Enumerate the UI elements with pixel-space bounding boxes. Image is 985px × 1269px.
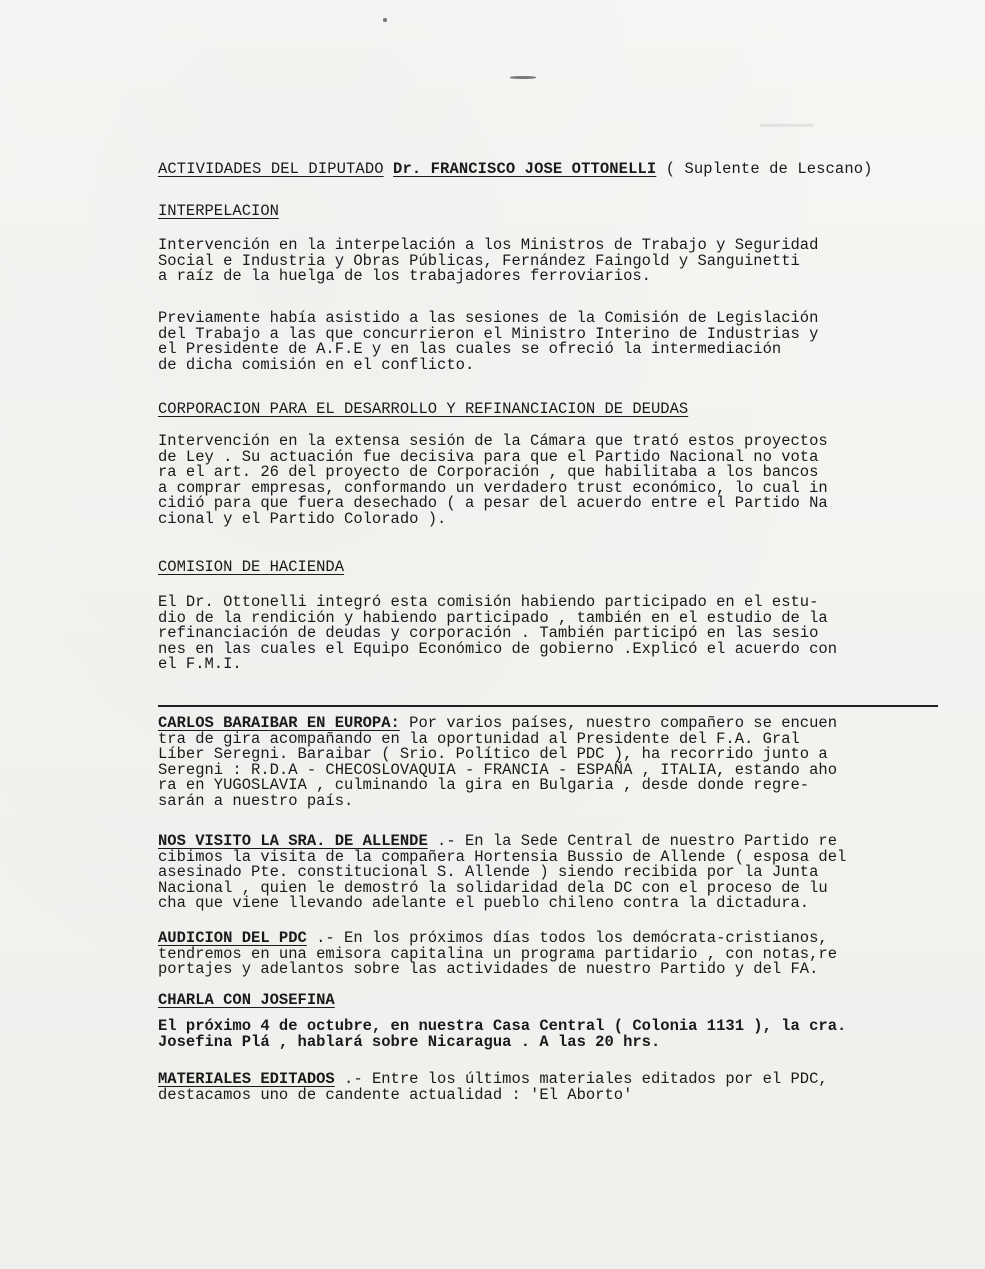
text-line: tendremos en una emisora capitalina un programa partidario , con notas,re [158, 944, 838, 963]
text-fragment: .- En la Sede Central de nuestro Partido re [427, 832, 838, 850]
text-line: cibimos la visita de la compañera Hortensia Bussio de Allende ( esposa del [158, 847, 847, 866]
text-line: Intervención en la extensa sesión de la Cámara que trató estos proyectos [158, 432, 828, 450]
heading-interpelacion: INTERPELACION [158, 202, 279, 220]
text-line: El Dr. Ottonelli integró esta comisión habiendo participado en el estu- [158, 593, 819, 611]
text-line: Intervención en la interpelación a los Ministros de Trabajo y Seguridad [158, 236, 819, 254]
baraibar-heading: CARLOS BARAIBAR EN EUROPA: [158, 714, 400, 732]
title-suffix: ( Suplente de Lescano) [665, 160, 873, 178]
materiales-paragraph [158, 1072, 948, 1103]
text-line: cional y el Partido Colorado ). [158, 509, 447, 528]
text-line: cha que viene llevando adelante el pueblo chileno contra la dictadura. [158, 894, 810, 912]
interpelacion-paragraph-1 [158, 238, 948, 285]
section-divider [158, 705, 938, 707]
heading-corporacion: CORPORACION PARA EL DESARROLLO Y REFINANCIACION DE DEUDAS [158, 400, 689, 418]
text-line: el Presidente de A.F.E y en las cuales se ofreció la intermediación [158, 340, 782, 358]
text-line: Líber Seregni. Baraibar ( Srio. Político del PDC ), ha recorrido junto a [158, 745, 828, 763]
corporacion-paragraph [158, 434, 948, 527]
text-line: Nacional , quien le demostró la solidaridad dela DC con el proceso de lu [158, 878, 828, 897]
text-line: de dicha comisión en el conflicto. [158, 355, 475, 374]
scan-speck [383, 18, 387, 22]
text-line: a raíz de la huelga de los trabajadores ferroviarios. [158, 267, 651, 285]
text-line: a comprar empresas, conformando un verdadero trust económico, lo cual in [158, 478, 828, 497]
audicion-heading: AUDICION DEL PDC [158, 929, 307, 947]
page-title [158, 160, 873, 178]
scan-speck [510, 76, 536, 79]
text-line: el F.M.I. [158, 655, 242, 673]
text-line: asesinado Pte. constitucional S. Allende ) siendo recibida por la Junta [158, 863, 819, 881]
text-fragment: .- En los próximos días todos los demócrata-cristianos, [306, 929, 828, 947]
text-line: destacamos uno de candente actualidad : 'El Aborto' [158, 1085, 633, 1104]
text-fragment: Por varios países, nuestro compañero se encuen [399, 714, 838, 732]
text-line: nes en las cuales el Equipo Económico de gobierno .Explicó el acuerdo con [158, 639, 838, 658]
text-line: del Trabajo a las que concurrieron el Ministro Interino de Industrias y [158, 324, 819, 343]
charla-heading-block [158, 993, 948, 1009]
text-line: cidió para que fuera desechado ( a pesar del acuerdo entre el Partido Na [158, 494, 828, 512]
audicion-paragraph [158, 931, 948, 978]
bleed-through-decoration: ▬▬▬▬▬▬ [760, 118, 815, 135]
title-prefix: ACTIVIDADES DEL DIPUTADO [158, 160, 384, 178]
materiales-heading: MATERIALES EDITADOS [158, 1070, 335, 1088]
text-line: de Ley . Su actuación fue decisiva para que el Partido Nacional no vota [158, 447, 819, 466]
text-line: Josefina Plá , hablará sobre Nicaragua . A las 20 hrs. [158, 1032, 661, 1051]
charla-heading: CHARLA CON JOSEFINA [158, 991, 335, 1009]
text-line: Social e Industria y Obras Públicas, Fernández Faingold y Sanguinetti [158, 251, 800, 270]
text-line: sarán a nuestro país. [158, 791, 354, 810]
interpelacion-paragraph-2 [158, 311, 948, 373]
allende-paragraph [158, 834, 948, 912]
charla-paragraph [158, 1019, 948, 1050]
text-fragment: .- Entre los últimos materiales editados por el PDC, [334, 1070, 828, 1088]
text-line: dio de la rendición y habiendo participado , también en el estudio de la [158, 608, 828, 627]
text-line: ra en YUGOSLAVIA , culminando la gira en Bulgaria , desde donde regre- [158, 776, 810, 794]
baraibar-paragraph [158, 716, 948, 809]
hacienda-paragraph [158, 595, 948, 673]
text-line: ra el art. 26 del proyecto de Corporación , que habilitaba a los bancos [158, 463, 819, 481]
allende-heading: NOS VISITO LA SRA. DE ALLENDE [158, 832, 428, 850]
text-line: refinanciación de deudas y corporación . También participó en las sesio [158, 624, 819, 642]
text-line: El próximo 4 de octubre, en nuestra Casa Central ( Colonia 1131 ), la cra. [158, 1017, 847, 1035]
title-name: Dr. FRANCISCO JOSE OTTONELLI [393, 160, 657, 178]
text-line: tra de gira acompañando en la oportunidad al Presidente del F.A. Gral [158, 729, 800, 748]
text-line: portajes y adelantos sobre las actividades de nuestro Partido y del FA. [158, 960, 819, 978]
text-line: Previamente había asistido a las sesiones de la Comisión de Legislación [158, 309, 819, 327]
heading-hacienda: COMISION DE HACIENDA [158, 558, 345, 576]
text-line: Seregni : R.D.A - CHECOSLOVAQUIA - FRANCIA - ESPAÑA , ITALIA, estando aho [158, 760, 838, 779]
